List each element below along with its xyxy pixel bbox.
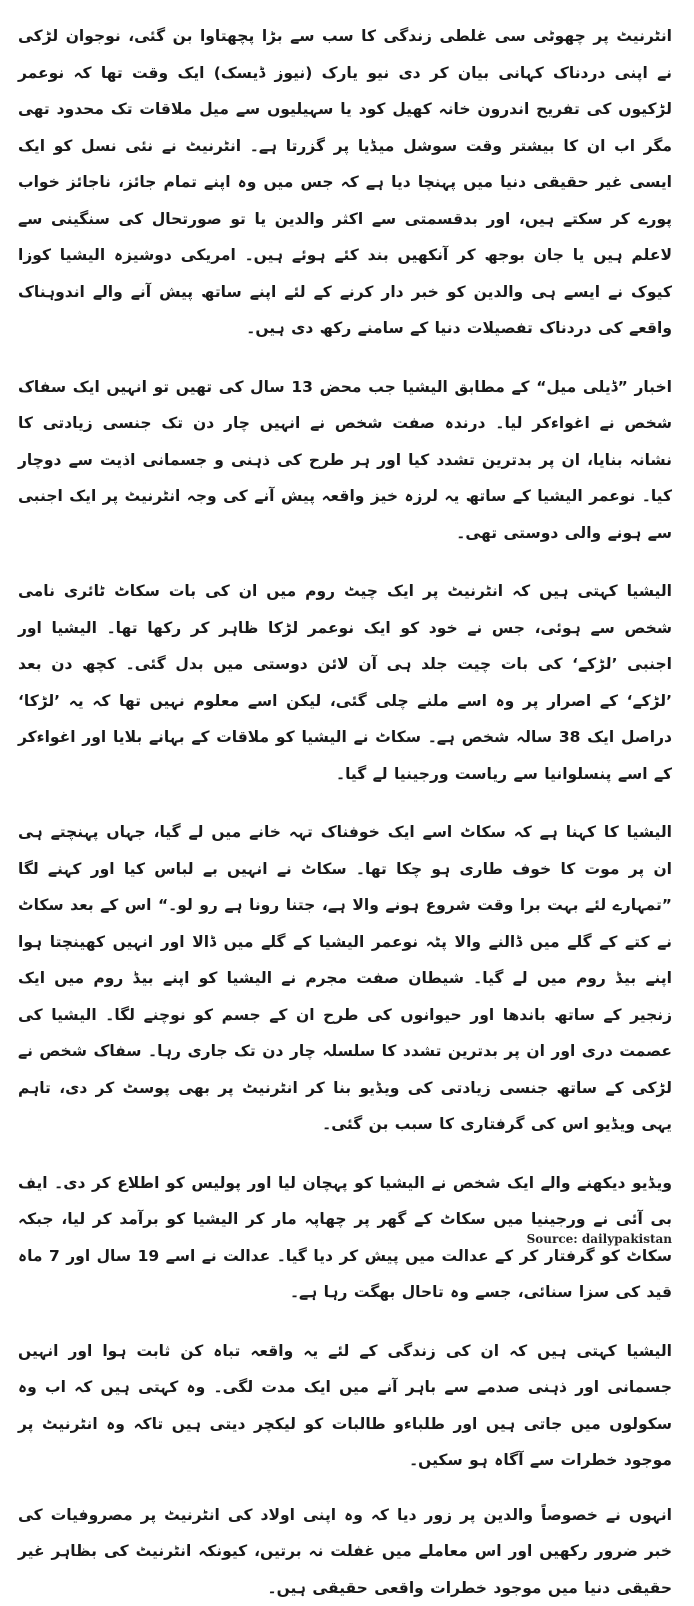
paragraph-intro: انٹرنیٹ پر چھوٹی سی غلطی زندگی کا سب سے بڑا پچھتاوا بن گئی، نوجوان لڑکی نے اپنی دردناک کہانی بیان کر دی نیو یارک (نیوز ڈیسک) ایک وقت تھا کہ نوعمر لڑکیوں کی تفریح اندرون خانہ کھیل کود یا سہیلیوں سے میل ملاقات تک محدود تھی مگر اب ان کا بیشتر وقت سوشل میڈیا پر گزرتا ہے۔ انٹرنیٹ نے نئی نسل کو ایک ایسی غیر حقیقی دنیا میں پہنچا دیا ہے کہ جس میں وہ اپنے تمام جائز، ناجائز خواب پورے کر سکتے ہیں، اور بدقسمتی سے اکثر والدین یا تو صورتحال کی سنگینی سے لاعلم ہیں یا جان بوجھ کر آنکھیں بند کئے ہوئے ہیں۔ امریکی دوشیزہ الیشیا کوزا کیوک نے ایسے ہی والدین کو خبر دار کرنے کے لئے اپنے ساتھ پیش آنے والے اندوہناک واقعے کی دردناک تفصیلات دنیا کے سامنے رکھ دی ہیں۔ [18, 18, 672, 347]
source-credit: Source: dailypakistan [527, 1232, 672, 1246]
paragraph-chat-room: الیشیا کہتی ہیں کہ انٹرنیٹ پر ایک چیٹ روم میں ان کی بات سکاٹ ٹائری نامی شخص سے ہوئی، جس نے خود کو ایک نوعمر لڑکا ظاہر کر رکھا تھا۔ الیشیا اور اجنبی ’لڑکے‘ کی بات چیت جلد ہی آن لائن دوستی میں بدل گئی۔ کچھ دن بعد ’لڑکے‘ کے اصرار پر وہ اسے ملنے چلی گئی، لیکن اسے معلوم نہیں تھا کہ یہ ’لڑکا‘ دراصل ایک 38 سالہ شخص ہے۔ سکاٹ نے الیشیا کو ملاقات کے بہانے بلایا اور اغواءکر کے اسے پنسلوانیا سے ریاست ورجینیا لے گیا۔ [18, 573, 672, 792]
paragraph-aftermath: الیشیا کہتی ہیں کہ ان کی زندگی کے لئے یہ واقعہ تباہ کن ثابت ہوا اور انہیں جسمانی اور ذہنی صدمے سے باہر آنے میں ایک مدت لگی۔ وہ کہتی ہیں کہ اب وہ سکولوں میں جاتی ہیں اور طلباءو طالبات کو لیکچر دیتی ہیں تاکہ وہ انٹرنیٹ پر موجود خطرات سے آگاہ ہو سکیں۔ [18, 1333, 672, 1479]
paragraph-basement: الیشیا کا کہنا ہے کہ سکاٹ اسے ایک خوفناک تہہ خانے میں لے گیا، جہاں پہنچتے ہی ان پر موت کا خوف طاری ہو چکا تھا۔ سکاٹ نے انہیں بے لباس کیا اور کہنے لگا ”تمہارے لئے بہت برا وقت شروع ہونے والا ہے، جتنا رونا ہے رو لو۔“ اس کے بعد سکاٹ نے کتے کے گلے میں ڈالنے والا پٹہ نوعمر الیشیا کے گلے میں ڈالا اور انہیں کھینچتا ہوا اپنے بیڈ روم میں لے گیا۔ شیطان صفت مجرم نے الیشیا کو اپنے بیڈ روم میں ایک زنجیر کے ساتھ باندھا اور حیوانوں کی طرح ان کے جسم کو نوچنے لگا۔ الیشیا کی عصمت دری اور ان پر بدترین تشدد کا سلسلہ چار دن تک جاری رہا۔ سفاک شخص نے لڑکی کے ساتھ جنسی زیادتی کی ویڈیو بنا کر انٹرنیٹ پر بھی پوسٹ کر دی، تاہم یہی ویڈیو اس کی گرفتاری کا سبب بن گئی۔ [18, 814, 672, 1143]
paragraph-daily-mail: اخبار ”ڈیلی میل“ کے مطابق الیشیا جب محض 13 سال کی تھیں تو انہیں ایک سفاک شخص نے اغواءکر لیا۔ درندہ صفت شخص نے انہیں چار دن تک جنسی زیادتی کا نشانہ بنایا، ان پر بدترین تشدد کیا اور ہر طرح کی ذہنی و جسمانی اذیت سے دوچار کیا۔ نوعمر الیشیا کے ساتھ یہ لرزہ خیز واقعہ پیش آنے کی وجہ انٹرنیٹ پر ایک اجنبی سے ہونے والی دوستی تھی۔ [18, 369, 672, 552]
paragraph-arrest: ویڈیو دیکھنے والے ایک شخص نے الیشیا کو پہچان لیا اور پولیس کو اطلاع کر دی۔ ایف بی آئی نے ورجینیا میں سکاٹ کے گھر پر چھاپہ مار کر الیشیا کو برآمد کر لیا، جبکہ سکاٹ کو گرفتار کر کے عدالت میں پیش کر دیا گیا۔ عدالت نے اسے 19 سال اور 7 ماہ قید کی سزا سنائی، جسے وہ تاحال بھگت رہا ہے۔ [18, 1165, 672, 1311]
paragraph-advice: انہوں نے خصوصاً والدین پر زور دیا کہ وہ اپنی اولاد کی انٹرنیٹ پر مصروفیات کی خبر ضرور رکھیں اور اس معاملے میں غفلت نہ برتیں، کیونکہ انٹرنیٹ کی بظاہر غیر حقیقی دنیا میں موجود خطرات واقعی حقیقی ہیں۔ [18, 1497, 672, 1606]
